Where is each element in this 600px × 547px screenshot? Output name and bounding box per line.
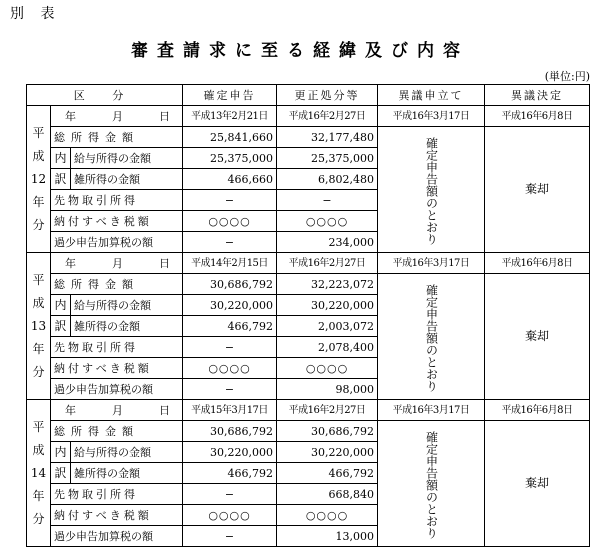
kashou-kosei: 98,000	[277, 379, 378, 400]
sousho-kosei: 32,177,480	[277, 127, 378, 148]
label-sakimono: 先物取引所得	[51, 337, 183, 358]
nofu-kakutei: ○○○○	[183, 211, 277, 232]
nofu-kakutei: ○○○○	[183, 358, 277, 379]
year-era: 平	[32, 419, 45, 434]
row-sousho	[27, 421, 590, 442]
label-yaku: 訳	[51, 169, 71, 190]
row-date	[27, 253, 590, 274]
appeal-history-table	[26, 84, 590, 547]
date-kakutei: 平成14年2月15日	[183, 253, 277, 274]
nofu-kosei: ○○○○	[277, 358, 378, 379]
date-kakutei: 平成13年2月21日	[183, 106, 277, 127]
year-label	[27, 400, 51, 547]
label-kyuyo: 給与所得の金額	[71, 295, 183, 316]
label-kyuyo: 給与所得の金額	[71, 442, 183, 463]
kashou-kakutei: −	[183, 526, 277, 547]
sakimono-kosei: 2,078,400	[277, 337, 378, 358]
year-sei: 成	[32, 295, 45, 310]
date-igi-moshitate: 平成16年3月17日	[378, 253, 485, 274]
zatsu-kakutei: 466,792	[183, 316, 277, 337]
label-nofu: 納付すべき税額	[51, 358, 183, 379]
year-sections	[27, 106, 590, 547]
sakimono-kakutei: −	[183, 190, 277, 211]
label-yaku: 訳	[51, 316, 71, 337]
date-igi-moshitate: 平成16年3月17日	[378, 400, 485, 421]
label-uchi: 内	[51, 148, 71, 169]
date-kosei: 平成16年2月27日	[277, 253, 378, 274]
sousho-kosei: 30,686,792	[277, 421, 378, 442]
label-sakimono: 先物取引所得	[51, 190, 183, 211]
igi-moshitate-content	[378, 421, 485, 547]
label-nofu: 納付すべき税額	[51, 211, 183, 232]
date-igi-moshitate: 平成16年3月17日	[378, 106, 485, 127]
kyuyo-kakutei: 25,375,000	[183, 148, 277, 169]
header-row	[27, 85, 590, 106]
header-kosei: 更正処分等	[277, 85, 378, 106]
label-uchi: 内	[51, 295, 71, 316]
label-date: 年月日	[51, 400, 183, 421]
year-number: 14	[30, 465, 47, 480]
igi-kettei-content	[485, 127, 590, 253]
row-sousho	[27, 274, 590, 295]
year-number: 12	[30, 171, 47, 186]
sousho-kosei: 32,223,072	[277, 274, 378, 295]
label-date: 年月日	[51, 106, 183, 127]
label-zatsu: 雑所得の金額	[71, 169, 183, 190]
label-nofu: 納付すべき税額	[51, 505, 183, 526]
kyaku-text: 棄却	[525, 329, 550, 343]
date-igi-kettei: 平成16年6月8日	[485, 106, 590, 127]
sakimono-kakutei: −	[183, 484, 277, 505]
document-title: 審査請求に至る経緯及び内容	[131, 41, 469, 61]
date-kosei: 平成16年2月27日	[277, 106, 378, 127]
date-kakutei: 平成15年3月17日	[183, 400, 277, 421]
igi-moshitate-content	[378, 274, 485, 400]
year-bun: 分	[32, 364, 45, 379]
kyuyo-kosei: 30,220,000	[277, 442, 378, 463]
year-bun: 分	[32, 217, 45, 232]
sousho-kakutei: 25,841,660	[183, 127, 277, 148]
row-date	[27, 106, 590, 127]
label-yaku: 訳	[51, 463, 71, 484]
igi-moshitate-content	[378, 127, 485, 253]
date-igi-kettei: 平成16年6月8日	[485, 400, 590, 421]
sousho-kakutei: 30,686,792	[183, 274, 277, 295]
sakimono-kosei: 668,840	[277, 484, 378, 505]
kashou-kakutei: −	[183, 379, 277, 400]
igi-kettei-content	[485, 274, 590, 400]
unit-label: (単位:円)	[544, 70, 590, 83]
label-sakimono: 先物取引所得	[51, 484, 183, 505]
zatsu-kosei: 6,802,480	[277, 169, 378, 190]
label-kashou: 過少申告加算税の額	[51, 379, 183, 400]
nofu-kakutei: ○○○○	[183, 505, 277, 526]
nofu-kosei: ○○○○	[277, 211, 378, 232]
date-kosei: 平成16年2月27日	[277, 400, 378, 421]
sakimono-kakutei: −	[183, 337, 277, 358]
zatsu-kakutei: 466,660	[183, 169, 277, 190]
kyuyo-kakutei: 30,220,000	[183, 442, 277, 463]
label-zatsu: 雑所得の金額	[71, 463, 183, 484]
label-kashou: 過少申告加算税の額	[51, 232, 183, 253]
kyuyo-kosei: 25,375,000	[277, 148, 378, 169]
label-kyuyo: 給与所得の金額	[71, 148, 183, 169]
header-kakutei: 確定申告	[183, 85, 277, 106]
header-igi-kettei: 異議決定	[485, 85, 590, 106]
toori-text: 確定申告額のとおり	[424, 430, 439, 539]
kashou-kosei: 234,000	[277, 232, 378, 253]
zatsu-kosei: 2,003,072	[277, 316, 378, 337]
igi-kettei-content	[485, 421, 590, 547]
kyuyo-kakutei: 30,220,000	[183, 295, 277, 316]
year-label	[27, 253, 51, 400]
nofu-kosei: ○○○○	[277, 505, 378, 526]
header-kubun: 区 分	[27, 85, 183, 106]
label-sousho: 総所得金額	[51, 274, 183, 295]
year-bun: 分	[32, 511, 45, 526]
toori-text: 確定申告額のとおり	[424, 136, 439, 245]
label-kashou: 過少申告加算税の額	[51, 526, 183, 547]
label-sousho: 総所得金額	[51, 127, 183, 148]
label-sousho: 総所得金額	[51, 421, 183, 442]
appendix-label: 別 表	[10, 6, 61, 22]
year-label	[27, 106, 51, 253]
row-sousho	[27, 127, 590, 148]
sakimono-kosei: −	[277, 190, 378, 211]
toori-text: 確定申告額のとおり	[424, 283, 439, 392]
label-uchi: 内	[51, 442, 71, 463]
kyaku-text: 棄却	[525, 476, 550, 490]
header-igi-moshitate: 異議申立て	[378, 85, 485, 106]
year-sei: 成	[32, 442, 45, 457]
label-zatsu: 雑所得の金額	[71, 316, 183, 337]
year-nen: 年	[32, 194, 45, 209]
kashou-kakutei: −	[183, 232, 277, 253]
kyuyo-kosei: 30,220,000	[277, 295, 378, 316]
zatsu-kakutei: 466,792	[183, 463, 277, 484]
sousho-kakutei: 30,686,792	[183, 421, 277, 442]
zatsu-kosei: 466,792	[277, 463, 378, 484]
kashou-kosei: 13,000	[277, 526, 378, 547]
row-date	[27, 400, 590, 421]
year-era: 平	[32, 125, 45, 140]
kyaku-text: 棄却	[525, 182, 550, 196]
year-sei: 成	[32, 148, 45, 163]
date-igi-kettei: 平成16年6月8日	[485, 253, 590, 274]
label-date: 年月日	[51, 253, 183, 274]
year-nen: 年	[32, 341, 45, 356]
year-era: 平	[32, 272, 45, 287]
year-number: 13	[30, 318, 47, 333]
year-nen: 年	[32, 488, 45, 503]
